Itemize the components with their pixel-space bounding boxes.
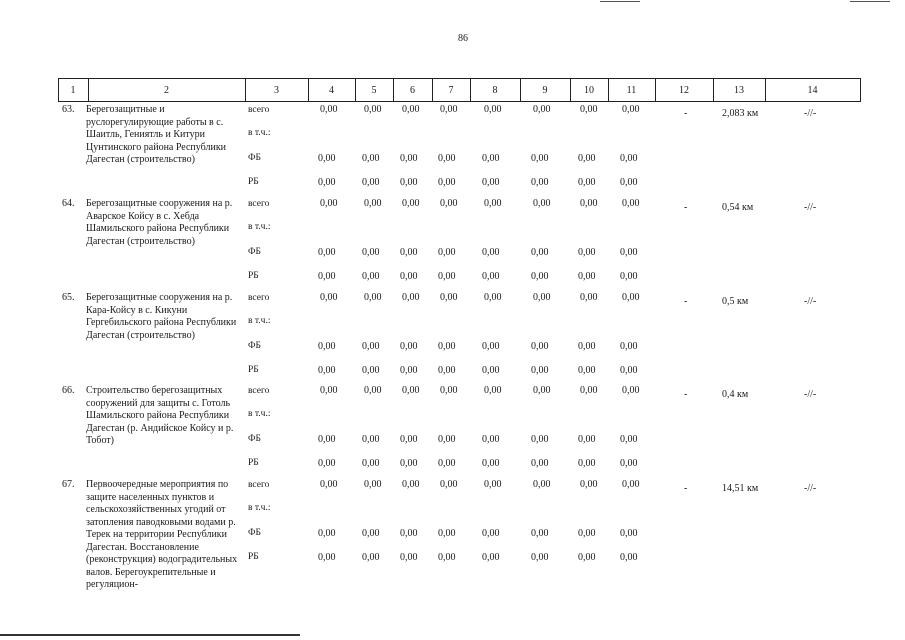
value-fb: 0,00 — [578, 528, 596, 539]
label-incl: в т.ч.: — [248, 409, 271, 419]
value-fb: 0,00 — [362, 341, 380, 352]
value-rb: 0,00 — [482, 365, 500, 376]
header-cell-5: 5 — [371, 85, 377, 96]
value-fb: 0,00 — [620, 528, 638, 539]
value-fb: 0,00 — [362, 153, 380, 164]
value-fb: 0,00 — [438, 434, 456, 445]
value-total: 0,00 — [580, 385, 598, 396]
row-description: Берегозащитные сооружения на р. Кара-Койсу в с. Кикуни Гергебильского района Республики Дагестан (строительство) — [86, 292, 237, 341]
col12-value: - — [684, 483, 688, 494]
value-total: 0,00 — [320, 479, 338, 490]
value-rb: 0,00 — [362, 177, 380, 188]
header-divider — [860, 78, 861, 102]
value-total: 0,00 — [484, 198, 502, 209]
value-rb: 0,00 — [482, 458, 500, 469]
value-rb: 0,00 — [438, 271, 456, 282]
value-rb: 0,00 — [620, 177, 638, 188]
value-fb: 0,00 — [620, 341, 638, 352]
value-fb: 0,00 — [400, 153, 418, 164]
header-cell-2: 2 — [164, 85, 169, 96]
value-fb: 0,00 — [620, 434, 638, 445]
value-fb: 0,00 — [318, 247, 336, 258]
value-total: 0,00 — [364, 104, 382, 115]
header-cell-1: 1 — [70, 85, 76, 96]
header-cell-6: 6 — [410, 85, 415, 96]
label-rb: РБ — [248, 365, 259, 375]
header-cell-10: 10 — [584, 85, 594, 96]
value-total: 0,00 — [364, 198, 382, 209]
value-rb: 0,00 — [438, 365, 456, 376]
col14-value: -//- — [804, 202, 817, 213]
row-description: Берегозащитные и руслорегулирующие работы в с. Шаитль, Гениятль и Китури Цунтинского района Республики Дагестан (строительство) — [86, 104, 227, 165]
value-fb: 0,00 — [438, 341, 456, 352]
col14-value: -//- — [804, 389, 817, 400]
value-fb: 0,00 — [400, 247, 418, 258]
value-fb: 0,00 — [578, 434, 596, 445]
col13-length: 14,51 км — [722, 483, 759, 494]
value-fb: 0,00 — [482, 341, 500, 352]
value-fb: 0,00 — [578, 247, 596, 258]
value-fb: 0,00 — [482, 247, 500, 258]
value-total: 0,00 — [402, 104, 420, 115]
value-rb: 0,00 — [362, 365, 380, 376]
col13-length: 0,54 км — [722, 202, 754, 213]
value-fb: 0,00 — [438, 528, 456, 539]
label-total: всего — [248, 105, 270, 115]
value-fb: 0,00 — [531, 153, 549, 164]
value-total: 0,00 — [622, 385, 640, 396]
value-rb: 0,00 — [482, 271, 500, 282]
row-number: 67. — [62, 479, 75, 490]
header-bottom-rule — [58, 101, 860, 102]
value-fb: 0,00 — [318, 528, 336, 539]
value-fb: 0,00 — [400, 434, 418, 445]
value-total: 0,00 — [402, 479, 420, 490]
value-rb: 0,00 — [531, 365, 549, 376]
value-fb: 0,00 — [578, 153, 596, 164]
value-total: 0,00 — [402, 198, 420, 209]
scan-edge-mark — [0, 634, 300, 636]
label-incl: в т.ч.: — [248, 128, 271, 138]
value-rb: 0,00 — [620, 271, 638, 282]
label-rb: РБ — [248, 552, 259, 562]
row-number: 65. — [62, 292, 75, 303]
value-fb: 0,00 — [438, 153, 456, 164]
col14-value: -//- — [804, 483, 817, 494]
value-total: 0,00 — [484, 292, 502, 303]
value-total: 0,00 — [320, 292, 338, 303]
scan-edge-mark — [850, 1, 890, 2]
header-cell-3: 3 — [274, 85, 279, 96]
value-total: 0,00 — [533, 292, 551, 303]
value-fb: 0,00 — [362, 434, 380, 445]
value-rb: 0,00 — [578, 365, 596, 376]
value-total: 0,00 — [580, 104, 598, 115]
value-total: 0,00 — [364, 385, 382, 396]
header-cell-9: 9 — [542, 85, 548, 96]
value-total: 0,00 — [533, 198, 551, 209]
value-total: 0,00 — [364, 479, 382, 490]
col12-value: - — [684, 108, 688, 119]
value-fb: 0,00 — [620, 153, 638, 164]
scan-edge-mark — [600, 1, 640, 2]
label-fb: ФБ — [248, 153, 261, 163]
value-total: 0,00 — [402, 292, 420, 303]
value-total: 0,00 — [440, 198, 458, 209]
value-rb: 0,00 — [482, 552, 500, 563]
value-rb: 0,00 — [620, 458, 638, 469]
value-fb: 0,00 — [578, 341, 596, 352]
col13-length: 0,4 км — [722, 389, 749, 400]
value-fb: 0,00 — [531, 434, 549, 445]
header-cell-8: 8 — [492, 85, 498, 96]
header-cell-4: 4 — [329, 85, 334, 96]
value-rb: 0,00 — [400, 552, 418, 563]
value-rb: 0,00 — [531, 177, 549, 188]
col12-value: - — [684, 296, 688, 307]
header-cell-12: 12 — [679, 85, 689, 96]
value-fb: 0,00 — [318, 434, 336, 445]
value-fb: 0,00 — [362, 247, 380, 258]
value-rb: 0,00 — [400, 458, 418, 469]
value-total: 0,00 — [622, 198, 640, 209]
value-fb: 0,00 — [620, 247, 638, 258]
label-total: всего — [248, 199, 270, 209]
value-total: 0,00 — [440, 479, 458, 490]
value-total: 0,00 — [484, 385, 502, 396]
label-incl: в т.ч.: — [248, 316, 271, 326]
value-total: 0,00 — [320, 198, 338, 209]
label-total: всего — [248, 480, 270, 490]
value-rb: 0,00 — [362, 552, 380, 563]
header-cell-13: 13 — [734, 85, 744, 96]
value-rb: 0,00 — [578, 458, 596, 469]
value-rb: 0,00 — [620, 552, 638, 563]
value-rb: 0,00 — [318, 365, 336, 376]
label-incl: в т.ч.: — [248, 222, 271, 232]
label-fb: ФБ — [248, 247, 261, 257]
col13-length: 0,5 км — [722, 296, 749, 307]
value-total: 0,00 — [533, 104, 551, 115]
value-rb: 0,00 — [362, 458, 380, 469]
value-fb: 0,00 — [318, 341, 336, 352]
value-fb: 0,00 — [482, 528, 500, 539]
header-top-rule — [58, 78, 860, 79]
value-rb: 0,00 — [531, 458, 549, 469]
value-rb: 0,00 — [578, 271, 596, 282]
value-fb: 0,00 — [400, 341, 418, 352]
value-rb: 0,00 — [318, 458, 336, 469]
label-fb: ФБ — [248, 434, 261, 444]
value-rb: 0,00 — [482, 177, 500, 188]
col12-value: - — [684, 389, 688, 400]
value-rb: 0,00 — [400, 365, 418, 376]
value-rb: 0,00 — [438, 458, 456, 469]
value-total: 0,00 — [440, 292, 458, 303]
label-fb: ФБ — [248, 528, 261, 538]
value-fb: 0,00 — [531, 247, 549, 258]
row-number: 66. — [62, 385, 75, 396]
value-fb: 0,00 — [531, 341, 549, 352]
row-description: Берегозащитные сооружения на р. Аварское Койсу в с. Хебда Шамильского района Республики Дагестан (строительство) — [86, 198, 233, 247]
value-total: 0,00 — [622, 104, 640, 115]
label-fb: ФБ — [248, 341, 261, 351]
value-rb: 0,00 — [531, 552, 549, 563]
value-total: 0,00 — [580, 198, 598, 209]
value-total: 0,00 — [440, 104, 458, 115]
value-total: 0,00 — [622, 292, 640, 303]
col12-value: - — [684, 202, 688, 213]
value-rb: 0,00 — [578, 552, 596, 563]
value-rb: 0,00 — [578, 177, 596, 188]
value-total: 0,00 — [580, 479, 598, 490]
value-rb: 0,00 — [318, 177, 336, 188]
label-rb: РБ — [248, 271, 259, 281]
value-fb: 0,00 — [318, 153, 336, 164]
col13-length: 2,083 км — [722, 108, 759, 119]
value-fb: 0,00 — [482, 434, 500, 445]
row-number: 63. — [62, 104, 75, 115]
label-total: всего — [248, 293, 270, 303]
value-total: 0,00 — [484, 479, 502, 490]
col14-value: -//- — [804, 296, 817, 307]
value-rb: 0,00 — [318, 552, 336, 563]
value-total: 0,00 — [484, 104, 502, 115]
value-rb: 0,00 — [438, 552, 456, 563]
value-fb: 0,00 — [531, 528, 549, 539]
value-total: 0,00 — [364, 292, 382, 303]
row-number: 64. — [62, 198, 75, 209]
value-fb: 0,00 — [438, 247, 456, 258]
value-rb: 0,00 — [400, 271, 418, 282]
value-total: 0,00 — [533, 385, 551, 396]
value-rb: 0,00 — [400, 177, 418, 188]
value-rb: 0,00 — [362, 271, 380, 282]
value-rb: 0,00 — [531, 271, 549, 282]
page-number: 86 — [458, 33, 468, 44]
header-cell-14: 14 — [807, 85, 818, 96]
value-total: 0,00 — [580, 292, 598, 303]
value-fb: 0,00 — [482, 153, 500, 164]
value-total: 0,00 — [320, 385, 338, 396]
header-cell-7: 7 — [448, 85, 454, 96]
label-rb: РБ — [248, 177, 259, 187]
row-description: Первоочередные мероприятия по защите населенных пунктов и сельскохозяйственных угодий от затопления паводковыми водами р. Терек на территории Республики Дагестан. Восстановление (реконструкция) водоградительных валов. Берегоукрепительные и регуляцион- — [86, 479, 238, 590]
label-incl: в т.ч.: — [248, 503, 271, 513]
value-total: 0,00 — [402, 385, 420, 396]
value-total: 0,00 — [622, 479, 640, 490]
value-rb: 0,00 — [318, 271, 336, 282]
value-total: 0,00 — [533, 479, 551, 490]
col14-value: -//- — [804, 108, 817, 119]
value-total: 0,00 — [440, 385, 458, 396]
value-total: 0,00 — [320, 104, 338, 115]
label-rb: РБ — [248, 458, 259, 468]
value-rb: 0,00 — [438, 177, 456, 188]
value-rb: 0,00 — [620, 365, 638, 376]
value-fb: 0,00 — [362, 528, 380, 539]
label-total: всего — [248, 386, 270, 396]
value-fb: 0,00 — [400, 528, 418, 539]
row-description: Строительство берегозащитных сооружений для защиты с. Готоль Шамильского района Республики Дагестан (р. Андийское Койсу и р. Тобот) — [86, 385, 234, 446]
header-cell-11: 11 — [626, 85, 637, 96]
